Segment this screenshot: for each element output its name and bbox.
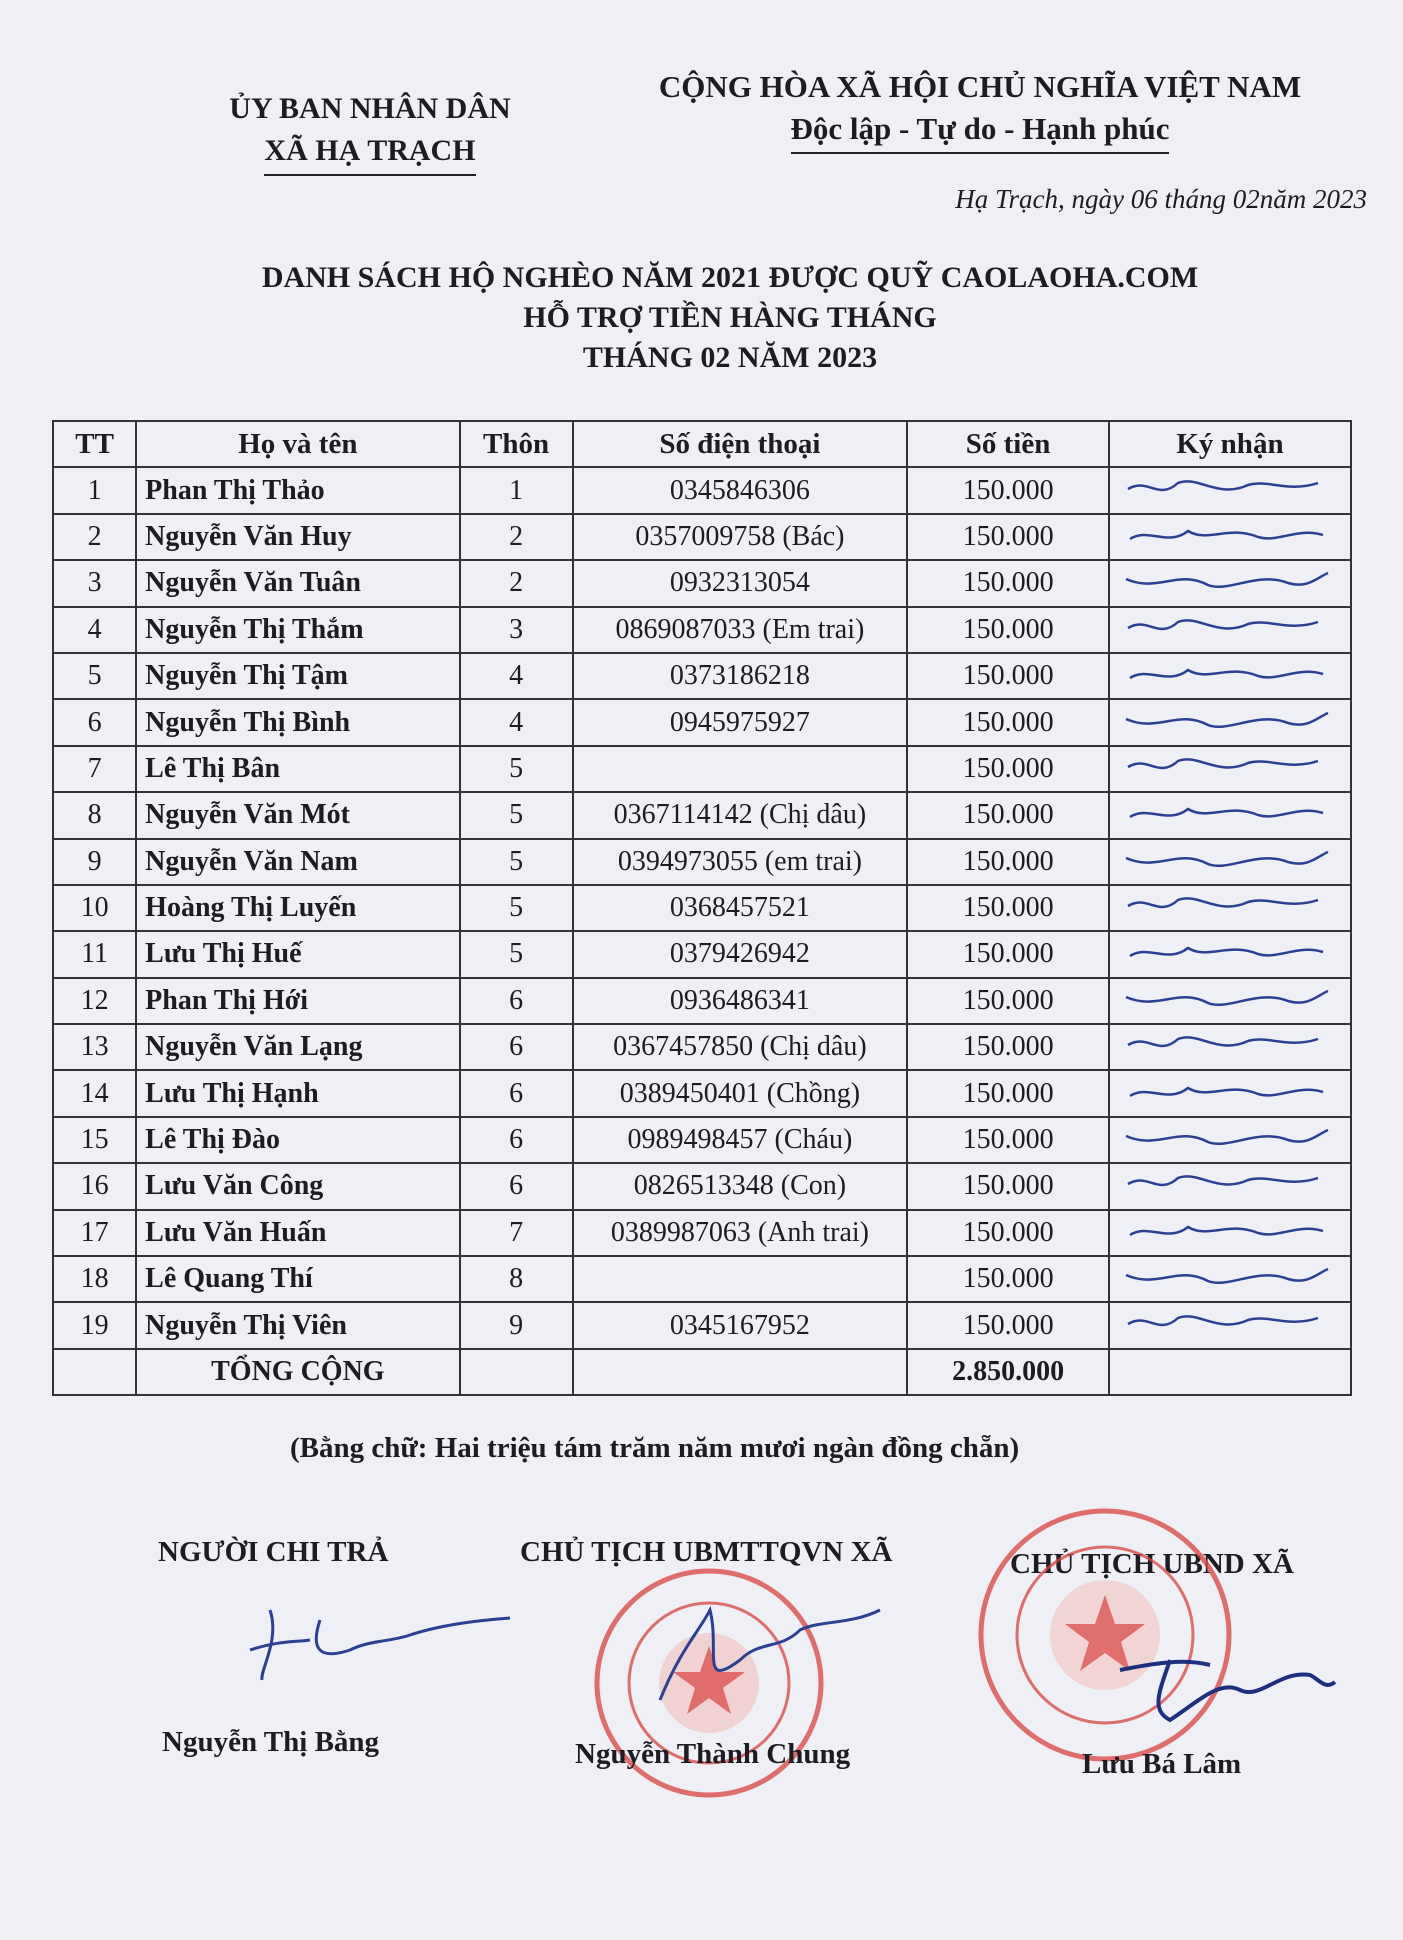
table-row [53,514,1351,560]
national-header [620,66,1340,154]
row-amount: 150.000 [907,885,1109,931]
handwritten-signature [1118,1027,1342,1067]
row-thon: 4 [460,653,573,699]
row-phone: 0936486341 [573,978,908,1024]
row-signature [1109,1210,1351,1256]
row-thon: 5 [460,839,573,885]
row-phone [573,1256,908,1302]
table-row [53,1256,1351,1302]
row-tt: 16 [53,1163,136,1209]
row-name: Nguyễn Thị Tậm [136,653,459,699]
national-motto-line2: Độc lập - Tự do - Hạnh phúc [791,108,1170,154]
issuer-header [200,88,540,176]
table-row [53,1163,1351,1209]
header-tt: TT [53,421,136,467]
total-empty-cell [1109,1349,1351,1395]
row-signature [1109,514,1351,560]
row-signature [1109,1302,1351,1348]
row-amount: 150.000 [907,1256,1109,1302]
table-row [53,1210,1351,1256]
handwritten-signature [1118,1306,1342,1346]
row-name: Nguyễn Văn Mót [136,792,459,838]
table-row [53,792,1351,838]
row-thon: 6 [460,1117,573,1163]
handwritten-signature [1118,471,1342,511]
beneficiary-table [52,420,1352,1396]
total-label: TỔNG CỘNG [136,1349,459,1395]
ubnd-chair-name: Lưu Bá Lâm [1082,1748,1242,1780]
row-tt: 10 [53,885,136,931]
row-thon: 5 [460,746,573,792]
handwritten-signature [1118,1213,1342,1253]
document-title [120,258,1340,378]
table-row [53,931,1351,977]
handwritten-signature [1118,1259,1342,1299]
row-name: Nguyễn Thị Bình [136,699,459,745]
row-name: Lưu Văn Công [136,1163,459,1209]
amount-in-words: (Bằng chữ: Hai triệu tám trăm năm mươi ngàn đồng chẵn) [290,1432,1020,1464]
row-amount: 150.000 [907,1070,1109,1116]
total-empty-cell [460,1349,573,1395]
row-signature [1109,746,1351,792]
table-row [53,653,1351,699]
row-thon: 2 [460,560,573,606]
row-signature [1109,699,1351,745]
row-name: Lê Quang Thí [136,1256,459,1302]
row-name: Nguyễn Văn Lạng [136,1024,459,1070]
row-signature [1109,1070,1351,1116]
table-row [53,885,1351,931]
row-thon: 4 [460,699,573,745]
row-signature [1109,653,1351,699]
row-tt: 14 [53,1070,136,1116]
row-thon: 6 [460,978,573,1024]
row-signature [1109,1163,1351,1209]
ubnd-chair-signature [1110,1630,1340,1740]
row-tt: 19 [53,1302,136,1348]
row-phone: 0345167952 [573,1302,908,1348]
row-phone: 0345846306 [573,467,908,513]
row-phone: 0394973055 (em trai) [573,839,908,885]
handwritten-signature [1118,749,1342,789]
front-chair-title: CHỦ TỊCH UBMTTQVN XÃ [520,1536,893,1568]
row-tt: 18 [53,1256,136,1302]
row-phone: 0367457850 (Chị dâu) [573,1024,908,1070]
row-thon: 7 [460,1210,573,1256]
handwritten-signature [1118,842,1342,882]
row-phone: 0357009758 (Bác) [573,514,908,560]
row-amount: 150.000 [907,560,1109,606]
row-signature [1109,1117,1351,1163]
header-name: Họ và tên [136,421,459,467]
row-amount: 150.000 [907,653,1109,699]
row-tt: 7 [53,746,136,792]
handwritten-signature [1118,795,1342,835]
row-tt: 1 [53,467,136,513]
table-row [53,560,1351,606]
title-line3: THÁNG 02 NĂM 2023 [582,341,878,374]
ubnd-chair-title: CHỦ TỊCH UBND XÃ [1010,1548,1294,1580]
table-row [53,1024,1351,1070]
row-tt: 9 [53,839,136,885]
row-signature [1109,1024,1351,1070]
row-thon: 3 [460,607,573,653]
header-amount: Số tiền [907,421,1109,467]
handwritten-signature [1118,1166,1342,1206]
document-date: Hạ Trạch, ngày 06 tháng 02năm 2023 [955,184,1367,214]
row-name: Lưu Thị Huế [136,931,459,977]
row-name: Phan Thị Hới [136,978,459,1024]
row-tt: 5 [53,653,136,699]
row-amount: 150.000 [907,514,1109,560]
row-thon: 8 [460,1256,573,1302]
row-amount: 150.000 [907,1210,1109,1256]
table-row [53,699,1351,745]
row-name: Lưu Văn Huấn [136,1210,459,1256]
row-tt: 8 [53,792,136,838]
row-tt: 15 [53,1117,136,1163]
row-name: Nguyễn Văn Nam [136,839,459,885]
row-amount: 150.000 [907,978,1109,1024]
row-tt: 6 [53,699,136,745]
row-tt: 11 [53,931,136,977]
row-signature [1109,839,1351,885]
table-row [53,746,1351,792]
header-phone: Số điện thoại [573,421,908,467]
row-phone: 0389450401 (Chồng) [573,1070,908,1116]
row-signature [1109,607,1351,653]
row-name: Nguyễn Thị Viên [136,1302,459,1348]
handwritten-signature [1118,888,1342,928]
row-tt: 2 [53,514,136,560]
row-signature [1109,1256,1351,1302]
row-phone: 0826513348 (Con) [573,1163,908,1209]
handwritten-signature [1118,656,1342,696]
row-thon: 6 [460,1070,573,1116]
payer-name: Nguyễn Thị Bằng [162,1726,380,1758]
issuer-line1: ỦY BAN NHÂN DÂN [229,92,511,125]
row-signature [1109,885,1351,931]
row-phone: 0869087033 (Em trai) [573,607,908,653]
row-thon: 1 [460,467,573,513]
row-name: Nguyễn Thị Thắm [136,607,459,653]
row-amount: 150.000 [907,792,1109,838]
handwritten-signature [1118,703,1342,743]
row-tt: 12 [53,978,136,1024]
front-chair-name: Nguyễn Thành Chung [575,1738,851,1770]
table-row [53,607,1351,653]
row-amount: 150.000 [907,1302,1109,1348]
row-name: Nguyễn Văn Tuân [136,560,459,606]
row-name: Hoàng Thị Luyến [136,885,459,931]
row-amount: 150.000 [907,1024,1109,1070]
row-signature [1109,467,1351,513]
handwritten-signature [1118,610,1342,650]
header-thon: Thôn [460,421,573,467]
row-thon: 5 [460,885,573,931]
total-row [53,1349,1351,1395]
row-thon: 9 [460,1302,573,1348]
row-name: Lê Thị Bân [136,746,459,792]
total-empty-cell [53,1349,136,1395]
total-empty-cell [573,1349,908,1395]
table-row [53,839,1351,885]
table-row [53,467,1351,513]
handwritten-signature [1118,1074,1342,1114]
table-row [53,978,1351,1024]
row-amount: 150.000 [907,699,1109,745]
row-name: Phan Thị Thảo [136,467,459,513]
table-row [53,1070,1351,1116]
row-phone: 0932313054 [573,560,908,606]
row-signature [1109,978,1351,1024]
row-amount: 150.000 [907,1163,1109,1209]
table-row [53,1302,1351,1348]
total-amount: 2.850.000 [907,1349,1109,1395]
row-amount: 150.000 [907,467,1109,513]
row-phone: 0368457521 [573,885,908,931]
row-tt: 17 [53,1210,136,1256]
title-line2: HỖ TRỢ TIỀN HÀNG THÁNG [523,301,937,334]
table-row [53,1117,1351,1163]
row-name: Nguyễn Văn Huy [136,514,459,560]
row-thon: 5 [460,792,573,838]
handwritten-signature [1118,981,1342,1021]
row-phone [573,746,908,792]
row-signature [1109,560,1351,606]
row-phone: 0945975927 [573,699,908,745]
row-thon: 5 [460,931,573,977]
front-chair-signature [640,1590,900,1730]
row-phone: 0389987063 (Anh trai) [573,1210,908,1256]
row-amount: 150.000 [907,839,1109,885]
row-name: Lê Thị Đào [136,1117,459,1163]
row-amount: 150.000 [907,607,1109,653]
handwritten-signature [1118,934,1342,974]
row-signature [1109,792,1351,838]
header-sign: Ký nhận [1109,421,1351,467]
title-line1: DANH SÁCH HỘ NGHÈO NĂM 2021 ĐƯỢC QUỸ CAOLAOHA.COM [261,261,1199,294]
row-phone: 0379426942 [573,931,908,977]
row-amount: 150.000 [907,1117,1109,1163]
row-signature [1109,931,1351,977]
row-name: Lưu Thị Hạnh [136,1070,459,1116]
row-phone: 0373186218 [573,653,908,699]
handwritten-signature [1118,1120,1342,1160]
row-amount: 150.000 [907,931,1109,977]
handwritten-signature [1118,563,1342,603]
payer-signature [240,1580,520,1690]
row-phone: 0989498457 (Cháu) [573,1117,908,1163]
row-amount: 150.000 [907,746,1109,792]
row-tt: 13 [53,1024,136,1070]
payer-title: NGƯỜI CHI TRẢ [158,1536,389,1568]
row-phone: 0367114142 (Chị dâu) [573,792,908,838]
row-thon: 6 [460,1163,573,1209]
row-tt: 3 [53,560,136,606]
row-thon: 6 [460,1024,573,1070]
table-header-row [53,421,1351,467]
issuer-line2: XÃ HẠ TRẠCH [264,130,475,176]
row-tt: 4 [53,607,136,653]
national-motto-line1: CỘNG HÒA XÃ HỘI CHỦ NGHĨA VIỆT NAM [658,69,1302,104]
row-thon: 2 [460,514,573,560]
handwritten-signature [1118,517,1342,557]
